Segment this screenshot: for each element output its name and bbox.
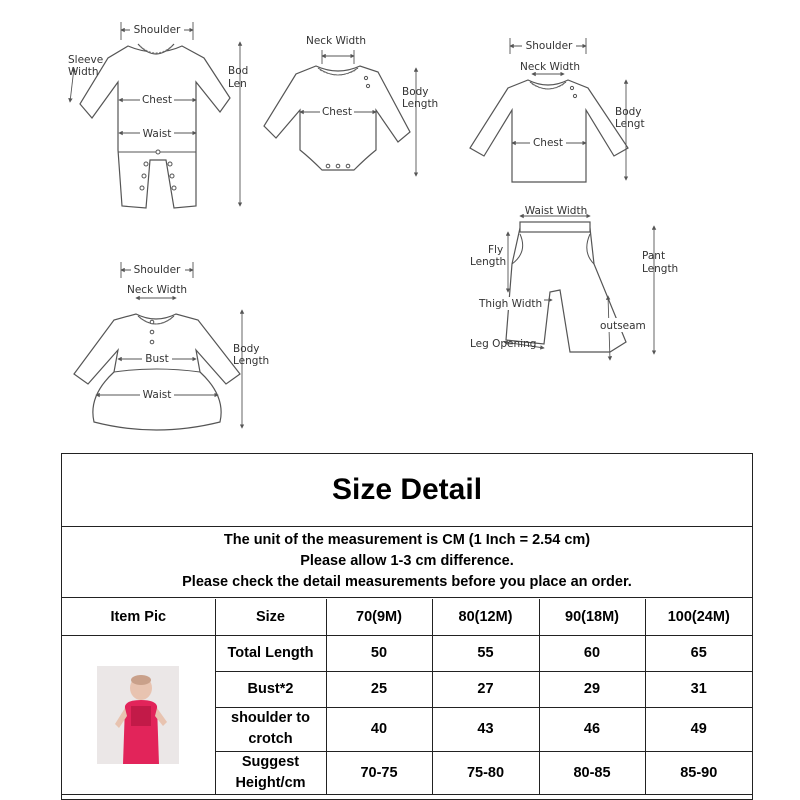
romper-chest-label: Chest [141, 94, 173, 106]
measurement-notes [62, 527, 752, 598]
romper-diagram [68, 22, 248, 208]
row-label-shoulder-to-crotch: shoulder to crotch [215, 707, 326, 751]
dress-bust-label: Bust [145, 353, 169, 365]
table-cell: 85-90 [645, 751, 752, 794]
bodysuit-diagram [264, 35, 438, 176]
table-cell: 46 [539, 707, 645, 751]
svg-text:Body: Body [233, 343, 260, 355]
dress-diagram [74, 262, 269, 430]
svg-text:Fly: Fly [488, 244, 504, 256]
romper-shoulder-label: Shoulder [133, 24, 181, 36]
header-size-80: 80(12M) [432, 599, 539, 635]
pants-leg-opening-label: Leg Opening [470, 338, 537, 350]
svg-text:Length: Length [402, 98, 439, 110]
romper-waist-label: Waist [142, 128, 172, 140]
row-label-total-length: Total Length [215, 635, 326, 671]
size-grid [62, 599, 752, 795]
table-cell: 75-80 [432, 751, 539, 794]
size-detail-table [61, 453, 753, 800]
table-cell: 65 [645, 635, 752, 671]
table-cell: 31 [645, 671, 752, 707]
svg-text:Pant: Pant [642, 250, 666, 262]
svg-text:Len: Len [228, 78, 247, 90]
header-size: Size [215, 599, 326, 635]
table-cell: 80-85 [539, 751, 645, 794]
row-label-suggest-height: Suggest Height/cm [215, 751, 326, 794]
svg-text:Sleeve: Sleeve [68, 54, 104, 66]
note-check: Please check the detail measurements before you place an order. [182, 574, 632, 590]
table-cell: 43 [432, 707, 539, 751]
table-cell: 55 [432, 635, 539, 671]
header-size-90: 90(18M) [539, 599, 645, 635]
header-size-100: 100(24M) [645, 599, 752, 635]
table-cell: 27 [432, 671, 539, 707]
dress-waist-label: Waist [142, 389, 172, 401]
dress-neck-width-label: Neck Width [126, 284, 188, 296]
table-row [62, 635, 752, 671]
table-header-row [62, 599, 752, 635]
note-unit: The unit of the measurement is CM (1 Inch = 2.54 cm) [223, 532, 591, 548]
header-size-70: 70(9M) [326, 599, 432, 635]
table-cell: 25 [326, 671, 432, 707]
top-diagram [470, 38, 645, 182]
pants-waist-width-label: Waist Width [524, 205, 588, 217]
top-shoulder-label: Shoulder [525, 40, 573, 52]
svg-text:Bod: Bod [228, 65, 249, 77]
table-cell: 29 [539, 671, 645, 707]
table-cell: 40 [326, 707, 432, 751]
pants-thigh-width-label: Thigh Width [479, 298, 543, 310]
item-pic-cell [62, 635, 215, 794]
top-neck-width-label: Neck Width [519, 61, 581, 73]
svg-text:Length: Length [470, 256, 507, 268]
dress-shoulder-label: Shoulder [133, 264, 181, 276]
row-label-bust: Bust*2 [215, 671, 326, 707]
product-photo [97, 666, 179, 764]
svg-text:Lengt: Lengt [615, 118, 645, 130]
table-cell: 49 [645, 707, 752, 751]
baby-romper-image [97, 666, 179, 764]
pants-outseam-label: outseam [600, 320, 646, 332]
size-detail-title-row [62, 454, 752, 527]
top-chest-label: Chest [532, 137, 564, 149]
table-cell: 70-75 [326, 751, 432, 794]
svg-text:Width: Width [68, 66, 99, 78]
size-detail-title: Size Detail [331, 473, 483, 506]
svg-text:Body: Body [402, 86, 429, 98]
header-item-pic: Item Pic [62, 599, 215, 635]
pants-diagram [470, 205, 678, 360]
bodysuit-chest-label: Chest [321, 106, 353, 118]
table-cell: 60 [539, 635, 645, 671]
table-cell: 50 [326, 635, 432, 671]
note-difference: Please allow 1-3 cm difference. [300, 553, 514, 569]
svg-text:Length: Length [642, 263, 679, 275]
svg-text:Length: Length [233, 355, 270, 367]
svg-text:Body: Body [615, 106, 642, 118]
bodysuit-neck-width-label: Neck Width [305, 35, 367, 47]
